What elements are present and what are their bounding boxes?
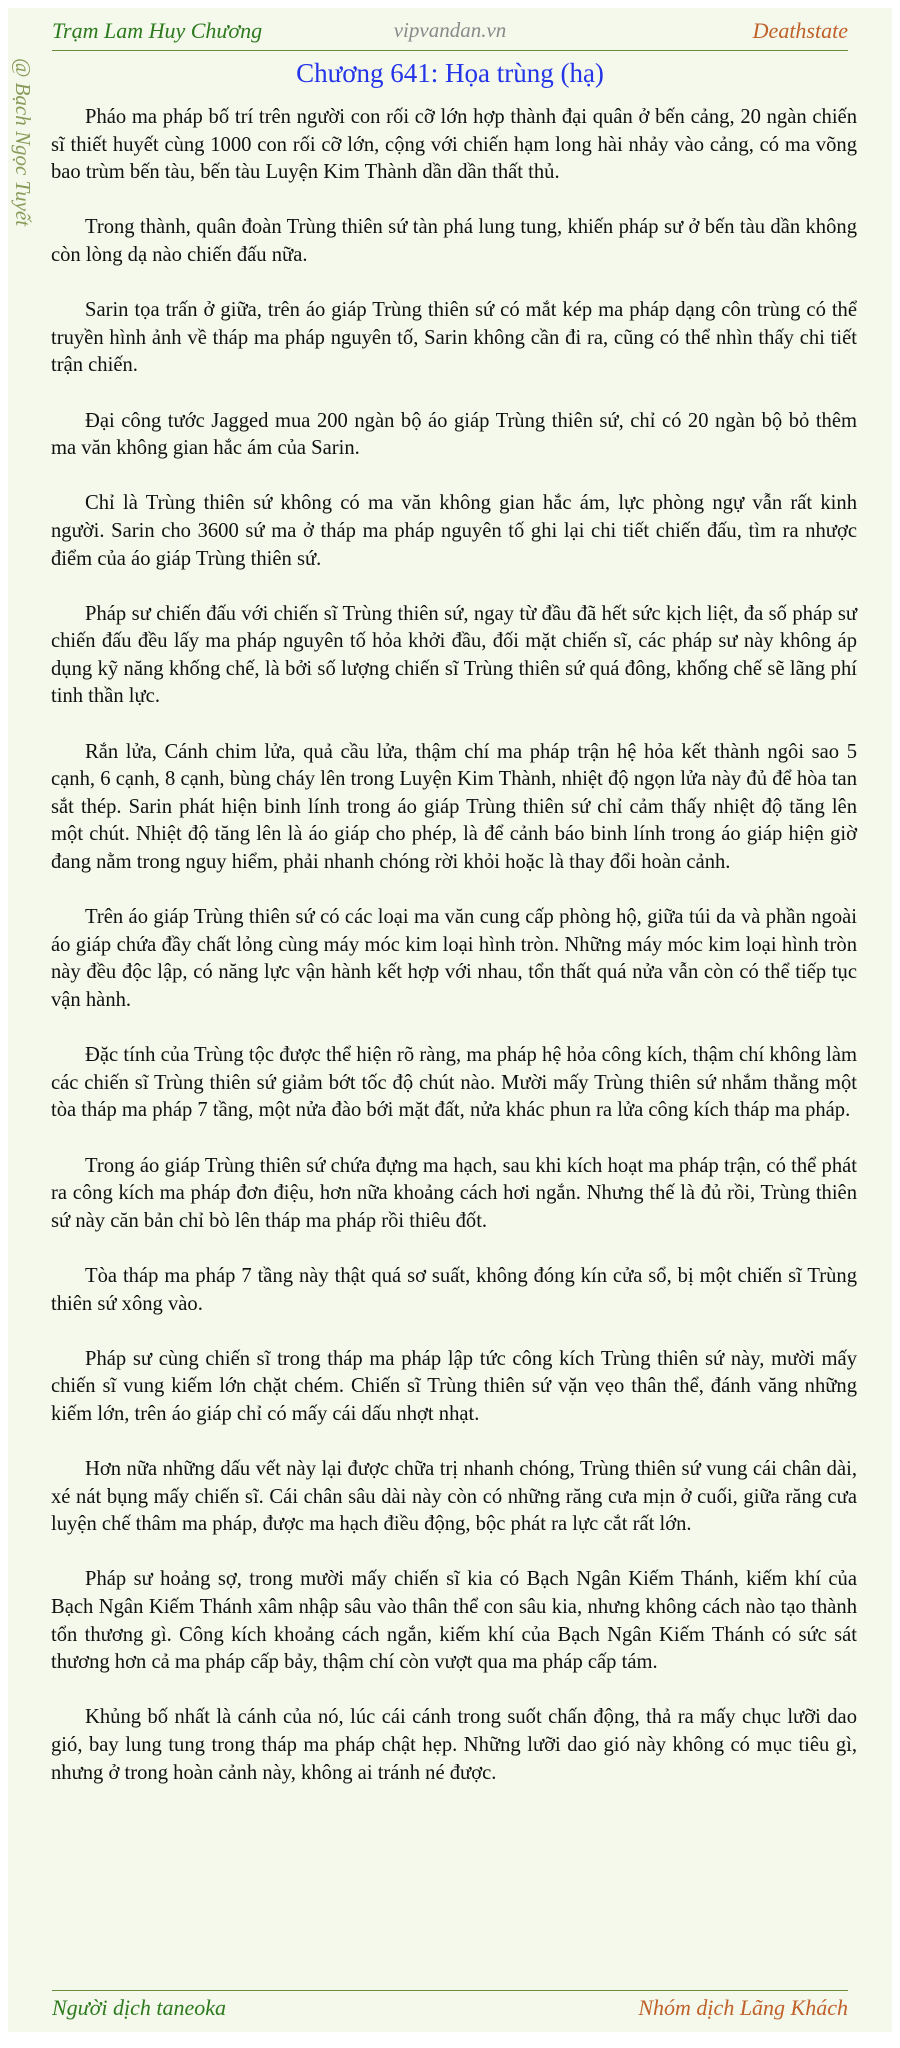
page-footer	[52, 1990, 848, 2027]
chapter-body	[51, 104, 857, 1815]
chapter-title: Chương 641: Họa trùng (hạ)	[296, 58, 604, 88]
paragraph: Pháp sư hoảng sợ, trong mười mấy chiến sĩ kia có Bạch Ngân Kiếm Thánh, kiếm khí của Bạch Ngân Kiếm Thánh xâm nhập sâu vào thân thể con sâu kia, nhưng không cách nào tạo thành tổn thương gì. Công kích khoảng cách ngắn, kiếm khí của Bạch Ngân Kiếm Thánh có sức sát thương hơn cả ma pháp cấp bảy, thậm chí còn vượt qua ma pháp cấp tám.	[51, 1568, 857, 1674]
paragraph: Sarin tọa trấn ở giữa, trên áo giáp Trùng thiên sứ có mắt kép ma pháp dạng côn trùng có thể truyền hình ảnh về tháp ma pháp nguyên tố, Sarin không cần đi ra, cũng có thể nhìn thấy chi tiết trận chiến.	[51, 299, 857, 377]
paragraph: Rắn lửa, Cánh chim lửa, quả cầu lửa, thậm chí ma pháp trận hệ hỏa kết thành ngôi sao 5 cạnh, 6 cạnh, 8 cạnh, bùng cháy lên trong Luyện Kim Thành, nhiệt độ ngọn lửa này đủ để hòa tan sắt thép. Sarin phát hiện binh lính trong áo giáp Trùng thiên sứ chỉ cảm thấy nhiệt độ tăng lên một chút. Nhiệt độ tăng lên là áo giáp cho phép, là để cảnh báo binh lính trong áo giáp hiện giờ đang nằm trong nguy hiểm, phải nhanh chóng rời khỏi hoặc là thay đổi hoàn cảnh.	[51, 740, 857, 874]
paragraph: Khủng bố nhất là cánh của nó, lúc cái cánh trong suốt chấn động, thả ra mấy chục lưỡi dao gió, bay lung tung trong tháp ma pháp chật hẹp. Những lưỡi dao gió này không có mục tiêu gì, nhưng ở trong hoàn cảnh này, không ai tránh né được.	[51, 1706, 857, 1784]
page	[8, 8, 892, 2032]
paragraph: Đại công tước Jagged mua 200 ngàn bộ áo giáp Trùng thiên sứ, chỉ có 20 ngàn bộ bỏ thêm ma văn không gian hắc ám của Sarin.	[51, 409, 857, 460]
paragraph: Trong áo giáp Trùng thiên sứ chứa đựng ma hạch, sau khi kích hoạt ma pháp trận, có thể phát ra công kích ma pháp đơn điệu, hơn nữa khoảng cách hơi ngắn. Nhưng thế là đủ rồi, Trùng thiên sứ này căn bản chỉ bò lên tháp ma pháp rồi thiêu đốt.	[51, 1154, 857, 1232]
header-site-name: vipvandan.vn	[393, 18, 507, 42]
paragraph: Pháo ma pháp bố trí trên người con rối cỡ lớn hợp thành đại quân ở bến cảng, 20 ngàn chiến sĩ thiết huyết cùng 1000 con rối cỡ lớn, cộng với chiến hạm long hài nhảy vào cảng, có ma võng bao trùm bến tàu, bến tàu Luyện Kim Thành dần dần thất thủ.	[51, 106, 857, 184]
paragraph: Chỉ là Trùng thiên sứ không có ma văn không gian hắc ám, lực phòng ngự vẫn rất kinh người. Sarin cho 3600 sứ ma ở tháp ma pháp nguyên tố ghi lại chi tiết chiến đấu, tìm ra nhược điểm của áo giáp Trùng thiên sứ.	[51, 492, 857, 570]
page-header	[52, 16, 848, 51]
paragraph: Đặc tính của Trùng tộc được thể hiện rõ ràng, ma pháp hệ hỏa công kích, thậm chí không làm các chiến sĩ Trùng thiên sứ giảm bớt tốc độ chút nào. Mười mấy Trùng thiên sứ nhắm thẳng một tòa tháp ma pháp 7 tầng, một nửa đào bới mặt đất, nửa khác phun ra lửa công kích tháp ma pháp.	[51, 1044, 857, 1122]
paragraph: Hơn nữa những dấu vết này lại được chữa trị nhanh chóng, Trùng thiên sứ vung cái chân dài, xé nát bụng mấy chiến sĩ. Cái chân sâu dài này còn có những răng cưa mịn ở cuối, giữa răng cưa luyện chế thâm ma pháp, được ma hạch điều động, bộc phát ra lực cắt rất lớn.	[51, 1458, 857, 1536]
footer-group: Nhóm dịch Lãng Khách	[638, 1995, 848, 2020]
paragraph: Tòa tháp ma pháp 7 tầng này thật quá sơ suất, không đóng kín cửa sổ, bị một chiến sĩ Trùng thiên sứ xông vào.	[51, 1264, 857, 1315]
paragraph: Pháp sư cùng chiến sĩ trong tháp ma pháp lập tức công kích Trùng thiên sứ này, mười mấy chiến sĩ vung kiếm lớn chặt chém. Chiến sĩ Trùng thiên sứ vặn vẹo thân thể, đánh văng những kiếm lớn, trên áo giáp chỉ có mấy cái dấu nhợt nhạt.	[51, 1347, 857, 1425]
header-right-text: Deathstate	[752, 18, 848, 43]
paragraph: Trên áo giáp Trùng thiên sứ có các loại ma văn cung cấp phòng hộ, giữa túi da và phần ngoài áo giáp chứa đầy chất lỏng cùng máy móc kim loại hình tròn. Những máy móc kim loại hình tròn này đều độc lập, có năng lực vận hành kết hợp với nhau, tổn thất quá nửa vẫn còn có thể tiếp tục vận hành.	[51, 906, 857, 1011]
side-watermark: @ Bạch Ngọc Tuyết	[11, 58, 35, 227]
paragraph: Pháp sư chiến đấu với chiến sĩ Trùng thiên sứ, ngay từ đầu đã hết sức kịch liệt, đa số pháp sư chiến đấu đều lấy ma pháp nguyên tố hỏa khởi đầu, đối mặt chiến sĩ, các pháp sư này không áp dụng kỹ năng khống chế, là bởi số lượng chiến sĩ Trùng thiên sứ quá đông, khống chế sẽ lãng phí tinh thần lực.	[51, 602, 857, 708]
header-left-text: Trạm Lam Huy Chương	[52, 18, 263, 43]
paragraph: Trong thành, quân đoàn Trùng thiên sứ tàn phá lung tung, khiến pháp sư ở bến tàu dần không còn lòng dạ nào chiến đấu nữa.	[51, 216, 857, 266]
footer-translator: Người dịch taneoka	[52, 1995, 227, 2020]
